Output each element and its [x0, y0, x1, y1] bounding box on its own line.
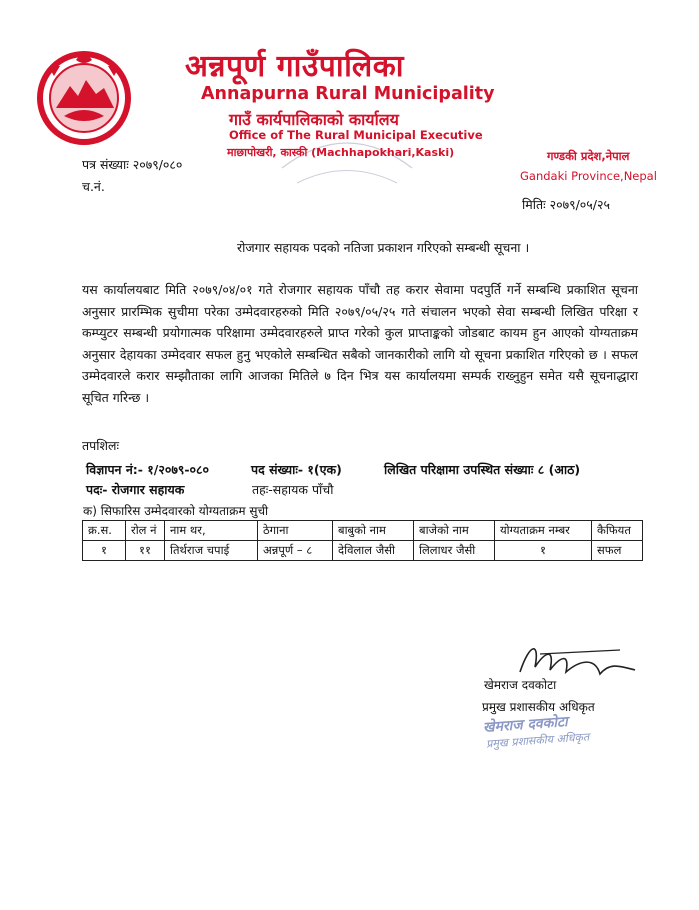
signatory-title: प्रमुख प्रशासकीय अधिकृत — [482, 700, 595, 714]
col-address: ठेगाना — [258, 521, 333, 541]
notice-body: यस कार्यालयबाट मिति २०७९/०४/०१ गते रोजगार सहायक पाँचौ तह करार सेवामा पदपुर्ति गर्ने सम्बन्धि प्रकाशित सूचना अनुसार प्रारम्भिक सुचीमा परेका उम्मेदवारहरुको मिति २०७९/०५/२५ गते संचालन भएको सेवा सम्बन्धी लिखित परिक्षा र कम्प्युटर सम्बन्धी प्रयोगात्मक परिक्षामा उम्मेदवारहरुले प्राप्त गरेको कुल प्राप्ताङ्कको जोडबाट कायम हुन आएको योग्यताक्रम अनुसार देहायका उम्मेदवार सफल हुनु भएकोले सम्बन्धित सबैको जानकारीको लागि यो सूचना प्रकाशित गरिएको छ । सफल उम्मेदवारले करार सम्झौताका लागि आजका मितिले ७ दिन भित्र यस कार्यालयमा सम्पर्क राख्नुहुन समेत यसै सूचनाद्धारा सूचित गरिन्छ । — [82, 282, 638, 405]
cell-address: अन्नपूर्ण – ८ — [258, 541, 333, 561]
col-merit-rank: योग्यताक्रम नम्बर — [495, 521, 592, 541]
office-title-en: Office of The Rural Municipal Executive — [229, 128, 483, 142]
col-name: नाम थर, — [165, 521, 258, 541]
signatory-name: खेमराज दवकोटा — [484, 678, 557, 692]
cell-merit-rank: १ — [495, 541, 592, 561]
cell-remarks: सफल — [592, 541, 643, 561]
merit-list-table — [82, 520, 643, 561]
municipality-title-np: अन्नपूर्ण गाउँपालिका — [185, 49, 405, 84]
col-father: बाबुको नाम — [333, 521, 414, 541]
office-address: माछापोखरी, कास्की (Machhapokhari,Kaski) — [227, 146, 455, 159]
province-en: Gandaki Province,Nepal — [520, 169, 657, 183]
letter-number: पत्र संख्याः २०७९/०८० — [82, 157, 183, 172]
nepal-emblem-logo — [34, 46, 134, 146]
cell-grandfather: लिलाधर जैसी — [414, 541, 495, 561]
advert-number: विज्ञापन नं:- १/२०७९-०८० — [86, 462, 210, 477]
name-stamp: खेमराज दवकोटा — [482, 714, 569, 736]
recommended-list-heading: क) सिफारिस उम्मेदवारको योग्यताक्रम सुची — [83, 504, 269, 518]
province-np: गण्डकी प्रदेश,नेपाल — [547, 149, 630, 163]
col-roll: रोल नं — [126, 521, 165, 541]
cell-name: तिर्थराज चपाई — [165, 541, 258, 561]
notice-subject: रोजगार सहायक पदको नतिजा प्रकाशन गरिएको सम्बन्धी सूचना । — [237, 240, 530, 255]
office-title-np: गाउँ कार्यपालिकाको कार्यालय — [229, 110, 399, 129]
dispatch-number: च.नं. — [82, 179, 105, 194]
cell-roll: ११ — [126, 541, 165, 561]
details-heading: तपशिलः — [82, 438, 119, 453]
municipality-title-en: Annapurna Rural Municipality — [201, 84, 495, 104]
cell-serial: १ — [83, 541, 126, 561]
title-stamp: प्रमुख प्रशासकीय अधिकृत — [485, 730, 590, 751]
post-count: पद संख्याः- १(एक) — [251, 462, 342, 477]
table-row — [83, 541, 643, 561]
post-name: पदः- रोजगार सहायक — [86, 482, 185, 497]
exam-attendance: लिखित परिक्षामा उपस्थित संख्याः ८ (आठ) — [384, 462, 581, 477]
col-grandfather: बाजेको नाम — [414, 521, 495, 541]
letter-date: मितिः २०७९/०५/२५ — [522, 197, 610, 212]
col-serial: क्र.स. — [83, 521, 126, 541]
cell-father: देविलाल जैसी — [333, 541, 414, 561]
col-remarks: कैफियत — [592, 521, 643, 541]
table-header-row — [83, 521, 643, 541]
post-level: तहः-सहायक पाँचौ — [252, 482, 334, 497]
